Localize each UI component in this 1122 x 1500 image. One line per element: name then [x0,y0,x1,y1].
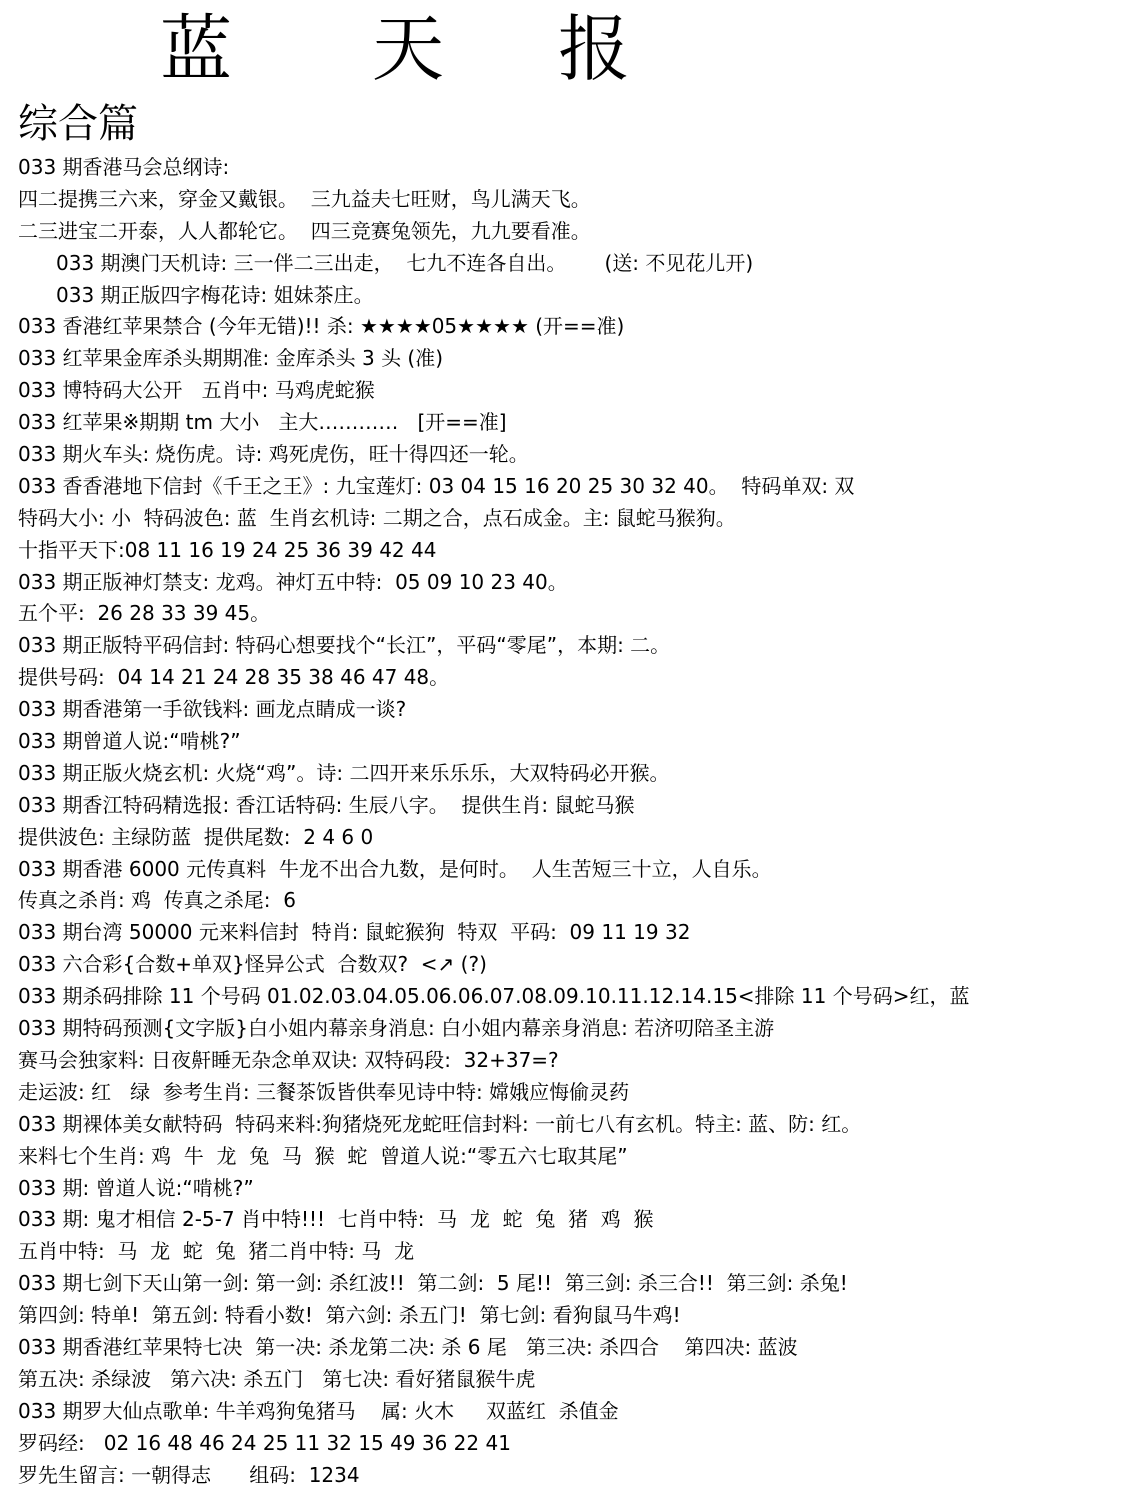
text-line: 033 期正版四字梅花诗: 姐妹茶庄。 [56,282,374,307]
text-line: 033 博特码大公开 五肖中: 马鸡虎蛇猴 [18,378,375,403]
text-line: 033 期香港第一手欲钱料: 画龙点睛成一谈? [18,697,407,722]
text-line: 罗码经: 02 16 48 46 24 25 11 32 15 49 36 22 41 [18,1430,511,1455]
text-line: 提供号码: 04 14 21 24 28 35 38 46 47 48。 [18,665,450,690]
text-line: 033 期香港红苹果特七决 第一决: 杀龙第二决: 杀 6 尾 第三决: 杀四合 第四决: 蓝波 [18,1334,798,1359]
text-line: 四二提携三六来，穿金又戴银。 三九益夫七旺财，鸟儿满天飞。 [18,186,591,211]
text-line: 赛马会独家料: 日夜鼾睡无杂念单双诀: 双特码段: 32+37=? [18,1047,559,1072]
text-line: 五个平: 26 28 33 39 45。 [18,601,271,626]
text-line: 提供波色: 主绿防蓝 提供尾数: 2 4 6 0 [18,824,374,849]
text-line: 罗先生留言: 一朝得志 组码: 1234 [18,1462,360,1487]
content-lines [18,152,1118,1491]
text-line: 传真之杀肖: 鸡 传真之杀尾: 6 [18,888,296,913]
section-title: 综合篇 [18,101,138,147]
masthead-char-2: 天 [372,7,445,91]
text-line: 第四剑: 特单! 第五剑: 特看小数! 第六剑: 杀五门! 第七剑: 看狗鼠马牛鸡! [18,1303,681,1328]
text-line: 033 期七剑下天山第一剑: 第一剑: 杀红波!! 第二剑: 5 尾!! 第三剑: 杀三合!! 第三剑: 杀兔! [18,1271,848,1296]
text-line: 来料七个生肖: 鸡 牛 龙 兔 马 猴 蛇 曾道人说:“零五六七取其尾” [18,1143,628,1168]
text-line: 033 期: 鬼才相信 2-5-7 肖中特!!! 七肖中特: 马 龙 蛇 兔 猪 鸡 猴 [18,1207,654,1232]
text-line: 033 期罗大仙点歌单: 牛羊鸡狗兔猪马 属: 火木 双蓝红 杀值金 [18,1398,619,1423]
text-line: 033 香港红苹果禁合 (今年无错)!! 杀: ★★★★05★★★★ (开==准) [18,314,625,339]
text-line: 033 期曾道人说:“啃桃?” [18,729,241,754]
text-line: 走运波: 红 绿 参考生肖: 三餐茶饭皆供奉见诗中特: 嫦娥应悔偷灵药 [18,1079,630,1104]
text-line: 033 红苹果※期期 tm 大小 主大………… [开==准] [18,410,507,435]
text-line: 033 期杀码排除 11 个号码 01.02.03.04.05.06.06.07.08.09.10.11.12.14.15<排除 11 个号码>红，蓝 [18,984,970,1009]
text-line: 特码大小: 小 特码波色: 蓝 生肖玄机诗: 二期之合，点石成金。主: 鼠蛇马猴狗。 [18,505,736,530]
text-line: 第五决: 杀绿波 第六决: 杀五门 第七决: 看好猪鼠猴牛虎 [18,1366,536,1391]
text-line: 033 期特码预测{文字版}白小姐内幕亲身消息: 白小姐内幕亲身消息: 若济叨陪圣主游 [18,1016,775,1041]
masthead [0,6,1122,92]
text-line: 033 期裸体美女献特码 特码来料:狗猪烧死龙蛇旺信封料: 一前七八有玄机。特主: 蓝、防: 红。 [18,1111,862,1136]
text-line: 十指平天下:08 11 16 19 24 25 36 39 42 44 [18,537,437,562]
text-line: 033 期香江特码精选报: 香江话特码: 生辰八字。 提供生肖: 鼠蛇马猴 [18,792,635,817]
masthead-char-1: 蓝 [160,7,233,91]
text-line: 二三进宝二开泰，人人都轮它。 四三竞赛兔领先，九九要看准。 [18,218,591,243]
text-line: 033 期澳门天机诗: 三一伴二三出走， 七九不连各自出。 (送: 不见花儿开) [56,250,754,275]
text-line: 033 香香港地下信封《千王之王》: 九宝莲灯: 03 04 15 16 20 25 30 32 40。 特码单双: 双 [18,473,855,498]
text-line: 033 期香港马会总纲诗: [18,155,230,179]
masthead-char-3: 报 [558,7,631,91]
text-line: 五肖中特: 马 龙 蛇 兔 猪二肖中特: 马 龙 [18,1239,415,1264]
text-line: 033 期: 曾道人说:“啃桃?” [18,1175,254,1200]
text-line: 033 期正版特平码信封: 特码心想要找个“长江”，平码“零尾”，本期: 二。 [18,633,671,658]
text-line: 033 期香港 6000 元传真料 牛龙不出合九数，是何时。 人生苦短三十立，人自乐。 [18,856,772,881]
text-line: 033 红苹果金库杀头期期准: 金库杀头 3 头 (准) [18,346,444,371]
text-line: 033 期正版神灯禁支: 龙鸡。神灯五中特: 05 09 10 23 40。 [18,569,568,594]
text-line: 033 六合彩{合数+单双}怪异公式 合数双? <↗ (?) [18,952,487,977]
text-line: 033 期台湾 50000 元来料信封 特肖: 鼠蛇猴狗 特双 平码: 09 11 19 32 [18,920,691,945]
text-line: 033 期正版火烧玄机: 火烧“鸡”。诗: 二四开来乐乐乐，大双特码必开猴。 [18,760,670,785]
text-line: 033 期火车头: 烧伤虎。诗: 鸡死虎伤，旺十得四还一轮。 [18,442,529,467]
